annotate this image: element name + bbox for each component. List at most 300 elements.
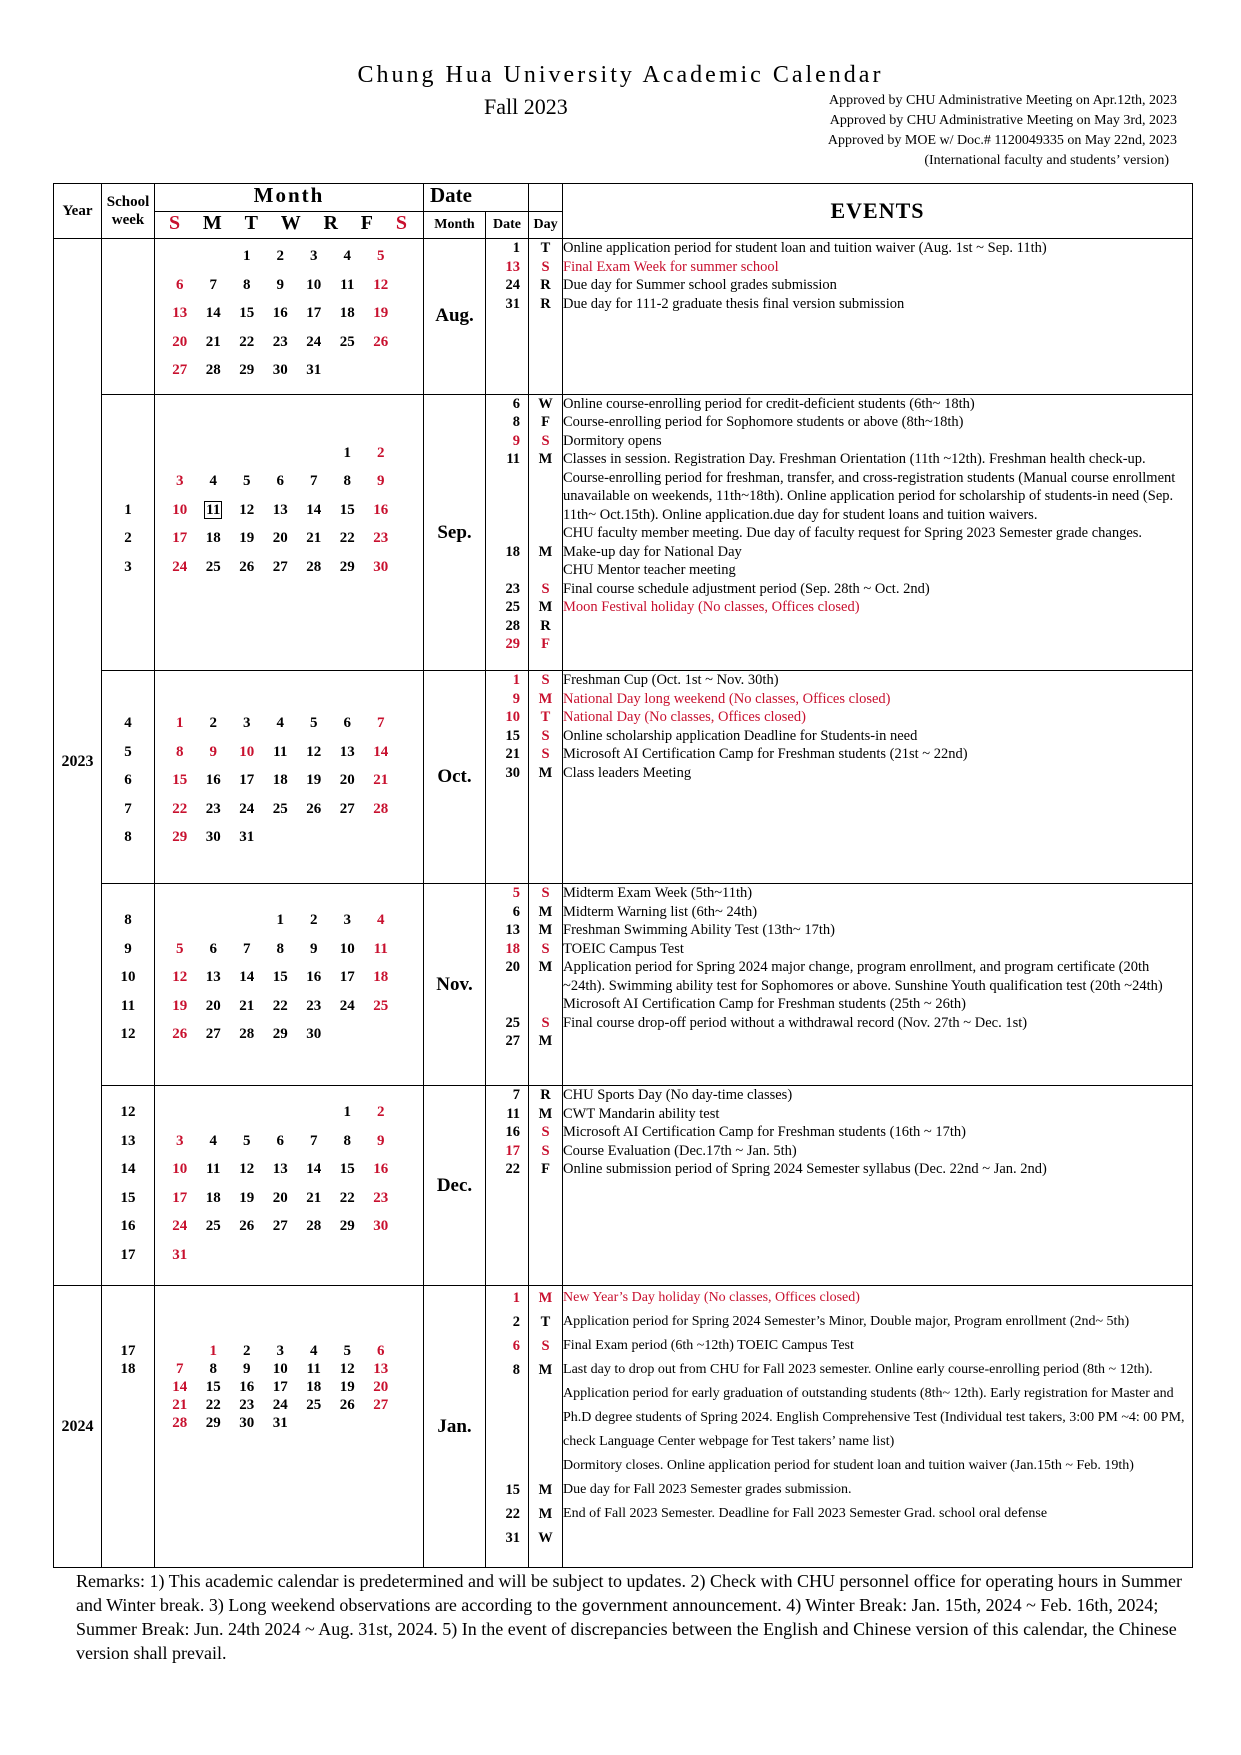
event-day: R — [540, 617, 551, 634]
event-date: 5 — [512, 885, 521, 902]
school-week-number: 13 — [120, 1132, 136, 1149]
page-title: Chung Hua University Academic Calendar — [357, 62, 884, 88]
event-date: 8 — [512, 414, 521, 431]
calendar-day: 31 — [239, 829, 255, 846]
calendar-day: 26 — [239, 558, 255, 575]
event-date: 18 — [505, 543, 521, 560]
school-week-number — [102, 1378, 154, 1396]
event-text: Final course drop-off period without a withdrawal record (Nov. 27th ~ Dec. 1st) — [563, 1014, 1028, 1031]
calendar-day: 19 — [239, 530, 255, 547]
event-date: 31 — [505, 1530, 521, 1547]
calendar-day: 30 — [306, 1026, 322, 1043]
event-date: 29 — [505, 636, 521, 653]
event-date: 20 — [505, 959, 521, 976]
event-text: Online course-enrolling period for credit-deficient students (6th~ 18th) — [563, 395, 975, 412]
month-row-sep — [54, 394, 1193, 671]
event-day: M — [538, 1362, 553, 1379]
calendar-day: 18 — [205, 1189, 221, 1206]
school-week-cell — [102, 394, 155, 671]
school-week-cell — [102, 1086, 155, 1286]
calendar-day: 16 — [373, 501, 389, 518]
calendar-day: 6 — [209, 940, 217, 957]
dow-tue: T — [244, 212, 258, 234]
school-week-number — [102, 271, 154, 300]
calendar-day: 8 — [243, 276, 251, 293]
event-days — [529, 1286, 563, 1568]
calendar-day: 14 — [205, 305, 221, 321]
event-date: 6 — [512, 395, 521, 412]
calendar-day: 18 — [373, 969, 389, 986]
calendar-day: 17 — [239, 772, 255, 789]
calendar-day: 10 — [272, 1361, 288, 1378]
calendar-day: 2 — [209, 715, 217, 732]
year-cell: 2024 — [54, 1286, 102, 1568]
calendar-day: 18 — [339, 305, 355, 321]
calendar-day: 29 — [272, 1026, 288, 1043]
calendar-day: 5 — [343, 1343, 351, 1360]
month-row-jan — [54, 1286, 1193, 1568]
event-date: 22 — [505, 1506, 521, 1523]
calendar-day: 13 — [272, 1161, 288, 1178]
calendar-day: 9 — [209, 743, 217, 760]
school-week-number — [102, 439, 154, 468]
calendar-day: 4 — [209, 1132, 217, 1149]
calendar-week-row — [155, 738, 423, 767]
calendar-day: 14 — [373, 743, 389, 760]
event-day: S — [541, 432, 550, 449]
calendar-day: 28 — [205, 362, 221, 378]
event-text: Due day for 111-2 graduate thesis final version submission — [563, 295, 905, 312]
event-date: 8 — [512, 1362, 521, 1379]
calendar-day: 5 — [243, 1132, 251, 1149]
calendar-day: 19 — [172, 997, 188, 1014]
calendar-day: 13 — [373, 1361, 389, 1378]
calendar-day: 7 — [377, 715, 385, 732]
calendar-day: 28 — [239, 1026, 255, 1043]
header-sub-month: Month — [424, 212, 486, 239]
calendar-day: 3 — [176, 473, 184, 490]
header-month: Month — [155, 184, 424, 212]
event-date: 10 — [505, 709, 521, 726]
event-day: S — [541, 1142, 550, 1159]
calendar-day: 16 — [239, 1379, 255, 1396]
event-text: Final course schedule adjustment period (Sep. 28th ~ Oct. 2nd) — [563, 580, 930, 597]
calendar-day: 13 — [205, 969, 221, 986]
event-date: 11 — [506, 451, 521, 468]
school-week-number: 10 — [120, 969, 136, 986]
school-week-number: 11 — [120, 997, 136, 1014]
school-week-number: 1 — [124, 501, 132, 518]
calendar-day: 19 — [239, 1189, 255, 1206]
approval-line-4: (International faculty and students’ version) — [924, 153, 1169, 168]
calendar-day: 8 — [209, 1361, 217, 1378]
month-grid — [155, 394, 424, 671]
event-text: Microsoft AI Certification Camp for Freshman students (16th ~ 17th) — [563, 1124, 966, 1141]
event-date: 28 — [505, 617, 521, 634]
event-text: TOEIC Campus Test — [563, 940, 684, 957]
term-label: Fall 2023 — [484, 94, 568, 119]
calendar-day: 22 — [339, 530, 355, 547]
calendar-week-row — [155, 709, 423, 738]
event-text: National Day (No classes, Offices closed) — [563, 709, 806, 726]
calendar-day: 19 — [339, 1379, 355, 1396]
calendar-day: 29 — [239, 362, 255, 378]
calendar-day: 3 — [343, 912, 351, 929]
calendar-day: 31 — [172, 1246, 188, 1263]
event-text: Dormitory closes. Online application period for student loan and tuition waiver (Jan.15th ~ Feb. 19th) — [563, 1458, 1134, 1474]
calendar-day: 14 — [239, 969, 255, 986]
calendar-day: 21 — [373, 772, 389, 789]
month-row-oct — [54, 671, 1193, 884]
event-date: 1 — [512, 240, 521, 256]
calendar-day: 4 — [209, 473, 217, 490]
calendar-day: 7 — [209, 276, 217, 293]
event-day: M — [538, 959, 553, 976]
event-dates — [486, 884, 529, 1086]
event-text: Freshman Swimming Ability Test (13th~ 17th) — [563, 922, 836, 939]
calendar-day: 21 — [306, 1189, 322, 1206]
calendar-day: 25 — [205, 1218, 221, 1235]
calendar-day: 11 — [373, 940, 388, 957]
event-dates — [486, 1286, 529, 1568]
calendar-week-row — [155, 1360, 423, 1378]
event-day: S — [541, 1338, 550, 1355]
school-week-number: 4 — [124, 715, 132, 732]
calendar-day: 30 — [373, 558, 389, 575]
calendar-day: 3 — [176, 1132, 184, 1149]
event-day: M — [538, 922, 553, 939]
calendar-day: 3 — [310, 248, 318, 264]
calendar-day: 23 — [373, 1189, 389, 1206]
school-week-number: 5 — [124, 743, 132, 760]
event-date: 22 — [505, 1161, 521, 1178]
dow-sat: S — [395, 212, 407, 234]
header-school-label: School — [106, 194, 150, 210]
month-name: Aug. — [424, 239, 486, 395]
calendar-day: 2 — [243, 1343, 251, 1360]
school-week-number: 18 — [120, 1361, 136, 1378]
school-week-number: 9 — [124, 940, 132, 957]
calendar-day: 19 — [373, 305, 389, 321]
header-year: Year — [54, 184, 102, 239]
calendar-day: 15 — [172, 772, 188, 789]
school-week-number: 8 — [124, 829, 132, 846]
event-date: 27 — [505, 1033, 521, 1050]
event-day: T — [540, 1314, 551, 1331]
calendar-day: 6 — [276, 1132, 284, 1149]
event-day: M — [538, 690, 553, 707]
calendar-day: 26 — [373, 333, 389, 350]
school-week-cell — [102, 884, 155, 1086]
calendar-day: 9 — [310, 940, 318, 957]
calendar-day: 26 — [239, 1218, 255, 1235]
calendar-day: 4 — [343, 248, 351, 264]
calendar-week-row — [155, 553, 423, 582]
school-week-number: 3 — [124, 558, 132, 575]
calendar-day: 20 — [272, 1189, 288, 1206]
calendar-day: 6 — [276, 473, 284, 490]
calendar-day: 17 — [306, 305, 322, 321]
month-name: Jan. — [424, 1286, 486, 1568]
calendar-day: 25 — [205, 558, 221, 575]
calendar-day: 16 — [306, 969, 322, 986]
calendar-day: 8 — [343, 1132, 351, 1149]
month-grid — [155, 671, 424, 884]
event-list — [563, 394, 1193, 671]
event-date: 23 — [505, 580, 521, 597]
header-date-blank — [529, 184, 563, 212]
calendar-day: 21 — [172, 1397, 188, 1414]
event-text: CHU Sports Day (No day-time classes) — [563, 1087, 793, 1104]
calendar-day: 11 — [273, 743, 288, 760]
calendar-day: 13 — [272, 501, 288, 518]
event-text: Last day to drop out from CHU for Fall 2023 semester. Online early course-enrolling period (8th ~ 12th). Application period for early graduation of outstanding students (8th~ 12th). Early registration for Master and Ph.D degree students of Spring 2024. English Comprehensive Test (Individual test takers, 3:00 PM ~4: 00 PM, check Language Center webpage for Test takers’ name list) — [563, 1362, 1185, 1450]
calendar-day: 11 — [340, 276, 355, 293]
header-date: Date — [424, 184, 529, 212]
calendar-day: 21 — [205, 333, 221, 350]
event-date: 11 — [506, 1105, 521, 1122]
event-day: S — [541, 727, 550, 744]
calendar-day: 15 — [239, 305, 255, 321]
calendar-day: 7 — [176, 1361, 184, 1378]
event-day: S — [541, 672, 550, 689]
school-week-number — [102, 467, 154, 496]
calendar-week-row — [155, 766, 423, 795]
month-grid — [155, 239, 424, 395]
calendar-day: 29 — [339, 558, 355, 575]
calendar-day: 23 — [272, 333, 288, 350]
calendar-day: 9 — [276, 276, 284, 293]
month-name: Oct. — [424, 671, 486, 884]
event-day: W — [538, 395, 553, 412]
event-day: M — [538, 1482, 553, 1499]
school-week-cell — [102, 671, 155, 884]
event-text: Microsoft AI Certification Camp for Freshman students (25th ~ 26th) — [563, 996, 966, 1013]
school-week-number: 17 — [120, 1343, 136, 1360]
approval-line-2: Approved by CHU Administrative Meeting on May 3rd, 2023 — [829, 113, 1177, 128]
calendar-day: 11 — [206, 1161, 221, 1178]
calendar-week-row — [155, 1020, 423, 1049]
header-dow-row — [155, 212, 424, 239]
event-date: 30 — [505, 764, 521, 781]
calendar-day: 11 — [306, 1361, 321, 1378]
event-dates — [486, 1086, 529, 1286]
event-text: CHU Mentor teacher meeting — [563, 562, 736, 579]
calendar-day: 12 — [306, 743, 322, 760]
calendar-day: 3 — [243, 715, 251, 732]
event-day: R — [540, 295, 551, 312]
calendar-day: 20 — [205, 997, 221, 1014]
calendar-day: 22 — [172, 800, 188, 817]
calendar-week-row — [155, 496, 423, 525]
calendar-day: 22 — [272, 997, 288, 1014]
calendar-day: 1 — [343, 444, 351, 461]
calendar-day: 26 — [306, 800, 322, 817]
calendar-day: 1 — [209, 1343, 217, 1360]
calendar-day: 17 — [172, 1189, 188, 1206]
school-week-number: 7 — [124, 800, 132, 817]
event-date: 13 — [505, 258, 521, 275]
calendar-week-row — [155, 242, 423, 271]
calendar-day: 20 — [272, 530, 288, 547]
event-text: Application period for Spring 2024 major change, program enrollment, and program certificate (20th ~24th). Swimming ability test for Sophomores or above. Sunshine Youth qualification test (20th ~24th) — [563, 959, 1163, 994]
school-week-number: 12 — [120, 1026, 136, 1043]
calendar-day: 7 — [310, 473, 318, 490]
calendar-week-row — [155, 963, 423, 992]
header-sub-day: Day — [529, 212, 563, 239]
calendar-day: 29 — [205, 1415, 221, 1432]
event-day: S — [541, 1124, 550, 1141]
calendar-day: 10 — [172, 1161, 188, 1178]
calendar-day: 26 — [172, 1026, 188, 1043]
event-text: Freshman Cup (Oct. 1st ~ Nov. 30th) — [563, 672, 779, 689]
calendar-day: 26 — [339, 1397, 355, 1414]
month-grid — [155, 884, 424, 1086]
dow-thu: R — [323, 212, 338, 234]
calendar-day: 4 — [310, 1343, 318, 1360]
calendar-day: 10 — [239, 743, 255, 760]
calendar-day: 25 — [339, 333, 355, 350]
event-days — [529, 671, 563, 884]
event-text: Microsoft AI Certification Camp for Freshman students (21st ~ 22nd) — [563, 746, 968, 763]
event-text: Midterm Warning list (6th~ 24th) — [563, 903, 758, 920]
calendar-day: 27 — [272, 1218, 288, 1235]
event-text: Dormitory opens — [563, 432, 662, 449]
calendar-week-row — [155, 992, 423, 1021]
calendar-day: 4 — [377, 912, 385, 929]
calendar-day: 9 — [243, 1361, 251, 1378]
calendar-day: 2 — [276, 248, 284, 264]
calendar-week-row — [155, 1414, 423, 1432]
event-date: 25 — [505, 599, 521, 616]
calendar-day: 15 — [205, 1379, 221, 1396]
calendar-day: 9 — [377, 1132, 385, 1149]
event-text: CHU faculty member meeting. Due day of faculty request for Spring 2023 Semester grade changes. — [563, 525, 1143, 542]
school-week-number — [102, 1396, 154, 1414]
calendar-day: 12 — [339, 1361, 355, 1378]
event-date: 21 — [505, 746, 521, 763]
calendar-day: 19 — [306, 772, 322, 789]
calendar-day: 4 — [276, 715, 284, 732]
calendar-day: 28 — [306, 558, 322, 575]
calendar-week-row — [155, 524, 423, 553]
event-date: 31 — [505, 295, 521, 312]
header-week-label: week — [111, 212, 145, 228]
school-week-number: 8 — [124, 912, 132, 929]
calendar-week-row — [155, 823, 423, 852]
event-text: Online application period for student loan and tuition waiver (Aug. 1st ~ Sep. 11th) — [563, 240, 1047, 256]
event-text: Classes in session. Registration Day. Freshman Orientation (11th ~12th). Freshman health check-up. Course-enrolling period for freshman, transfer, and cross-registration students (Manual course enrollment unavailable on weekends, 11th~18th). Online application period for scholarship of students-in need (Sep. 11th~ Oct.15th). Online application.due day for student loans and tuition waivers. — [563, 451, 1176, 523]
month-name: Sep. — [424, 394, 486, 671]
event-day: R — [540, 1087, 551, 1104]
calendar-day: 30 — [205, 829, 221, 846]
school-week-number: 14 — [120, 1161, 136, 1178]
dow-mon: M — [202, 212, 222, 234]
event-text: CWT Mandarin ability test — [563, 1105, 720, 1122]
event-text: Midterm Exam Week (5th~11th) — [563, 885, 753, 902]
event-day: S — [541, 580, 550, 597]
calendar-day: 13 — [172, 305, 188, 321]
calendar-day: 8 — [276, 940, 284, 957]
event-days — [529, 884, 563, 1086]
calendar-day: 5 — [243, 473, 251, 490]
event-text: Make-up day for National Day — [563, 543, 742, 560]
event-date: 16 — [505, 1124, 521, 1141]
calendar-day: 24 — [172, 558, 188, 575]
event-day: R — [540, 277, 551, 293]
event-day: M — [538, 1105, 553, 1122]
event-date: 9 — [512, 690, 521, 707]
school-week-number: 15 — [120, 1189, 136, 1206]
dow-wed: W — [280, 212, 301, 234]
calendar-week-row — [155, 1342, 423, 1360]
event-text: Class leaders Meeting — [563, 764, 692, 781]
calendar-day: 28 — [306, 1218, 322, 1235]
calendar-day: 25 — [272, 800, 288, 817]
event-date: 2 — [512, 1314, 521, 1331]
event-day: M — [538, 764, 553, 781]
calendar-week-row — [155, 439, 423, 468]
event-text: New Year’s Day holiday (No classes, Offices closed) — [563, 1290, 860, 1306]
calendar-day: 16 — [373, 1161, 389, 1178]
calendar-day: 29 — [339, 1218, 355, 1235]
event-day: M — [538, 1506, 553, 1523]
calendar-day: 29 — [172, 829, 188, 846]
event-date: 1 — [512, 672, 521, 689]
calendar-day: 7 — [243, 940, 251, 957]
event-text: Online submission period of Spring 2024 Semester syllabus (Dec. 22nd ~ Jan. 2nd) — [563, 1161, 1047, 1178]
event-text: Final Exam Week for summer school — [563, 258, 779, 275]
event-text: Final Exam period (6th ~12th) TOEIC Campus Test — [563, 1338, 854, 1354]
event-date: 6 — [512, 1338, 521, 1355]
calendar-day: 30 — [272, 362, 288, 378]
calendar-day: 5 — [310, 715, 318, 732]
event-date: 15 — [505, 1482, 521, 1499]
school-week-number: 6 — [124, 772, 132, 789]
event-text: Moon Festival holiday (No classes, Offices closed) — [563, 599, 860, 616]
calendar-day: 18 — [306, 1379, 322, 1396]
month-name: Dec. — [424, 1086, 486, 1286]
calendar-week-row — [155, 1241, 423, 1270]
calendar-week-row — [155, 1396, 423, 1414]
remarks: Remarks: 1) This academic calendar is predetermined and will be subject to updates. 2) Check with CHU personnel office for operating hours in Summer and Winter break. 3) Long weekend observations are according to the government announcement. 4) Winter Break: Jan. 15th, 2024 ~ Feb. 16th, 2024; Summer Break: Jun. 24th 2024 ~ Aug. 31st, 2024. 5) In the event of discrepancies between the English and Chinese version of this calendar, the Chinese version shall prevail. — [76, 1571, 1183, 1663]
school-week-number — [102, 328, 154, 357]
event-date: 18 — [505, 940, 521, 957]
event-dates — [486, 671, 529, 884]
calendar-day: 22 — [205, 1397, 221, 1414]
calendar-day: 1 — [343, 1104, 351, 1121]
calendar-day: 28 — [172, 1415, 188, 1432]
school-week-cell — [102, 239, 155, 395]
calendar-day: 6 — [343, 715, 351, 732]
calendar-day: 24 — [239, 800, 255, 817]
calendar-day: 2 — [377, 444, 385, 461]
approval-line-1: Approved by CHU Administrative Meeting on Apr.12th, 2023 — [828, 93, 1177, 108]
calendar-day: 24 — [172, 1218, 188, 1235]
school-week-number: 17 — [120, 1246, 136, 1263]
calendar-day: 14 — [306, 501, 322, 518]
month-name: Nov. — [424, 884, 486, 1086]
calendar-day: 23 — [306, 997, 322, 1014]
calendar-day: 15 — [272, 969, 288, 986]
event-dates — [486, 239, 529, 395]
event-date: 24 — [505, 277, 521, 293]
event-date: 25 — [505, 1014, 521, 1031]
calendar-week-row — [155, 271, 423, 300]
calendar-day: 30 — [373, 1218, 389, 1235]
event-day: M — [538, 599, 553, 616]
calendar-day: 15 — [339, 501, 355, 518]
